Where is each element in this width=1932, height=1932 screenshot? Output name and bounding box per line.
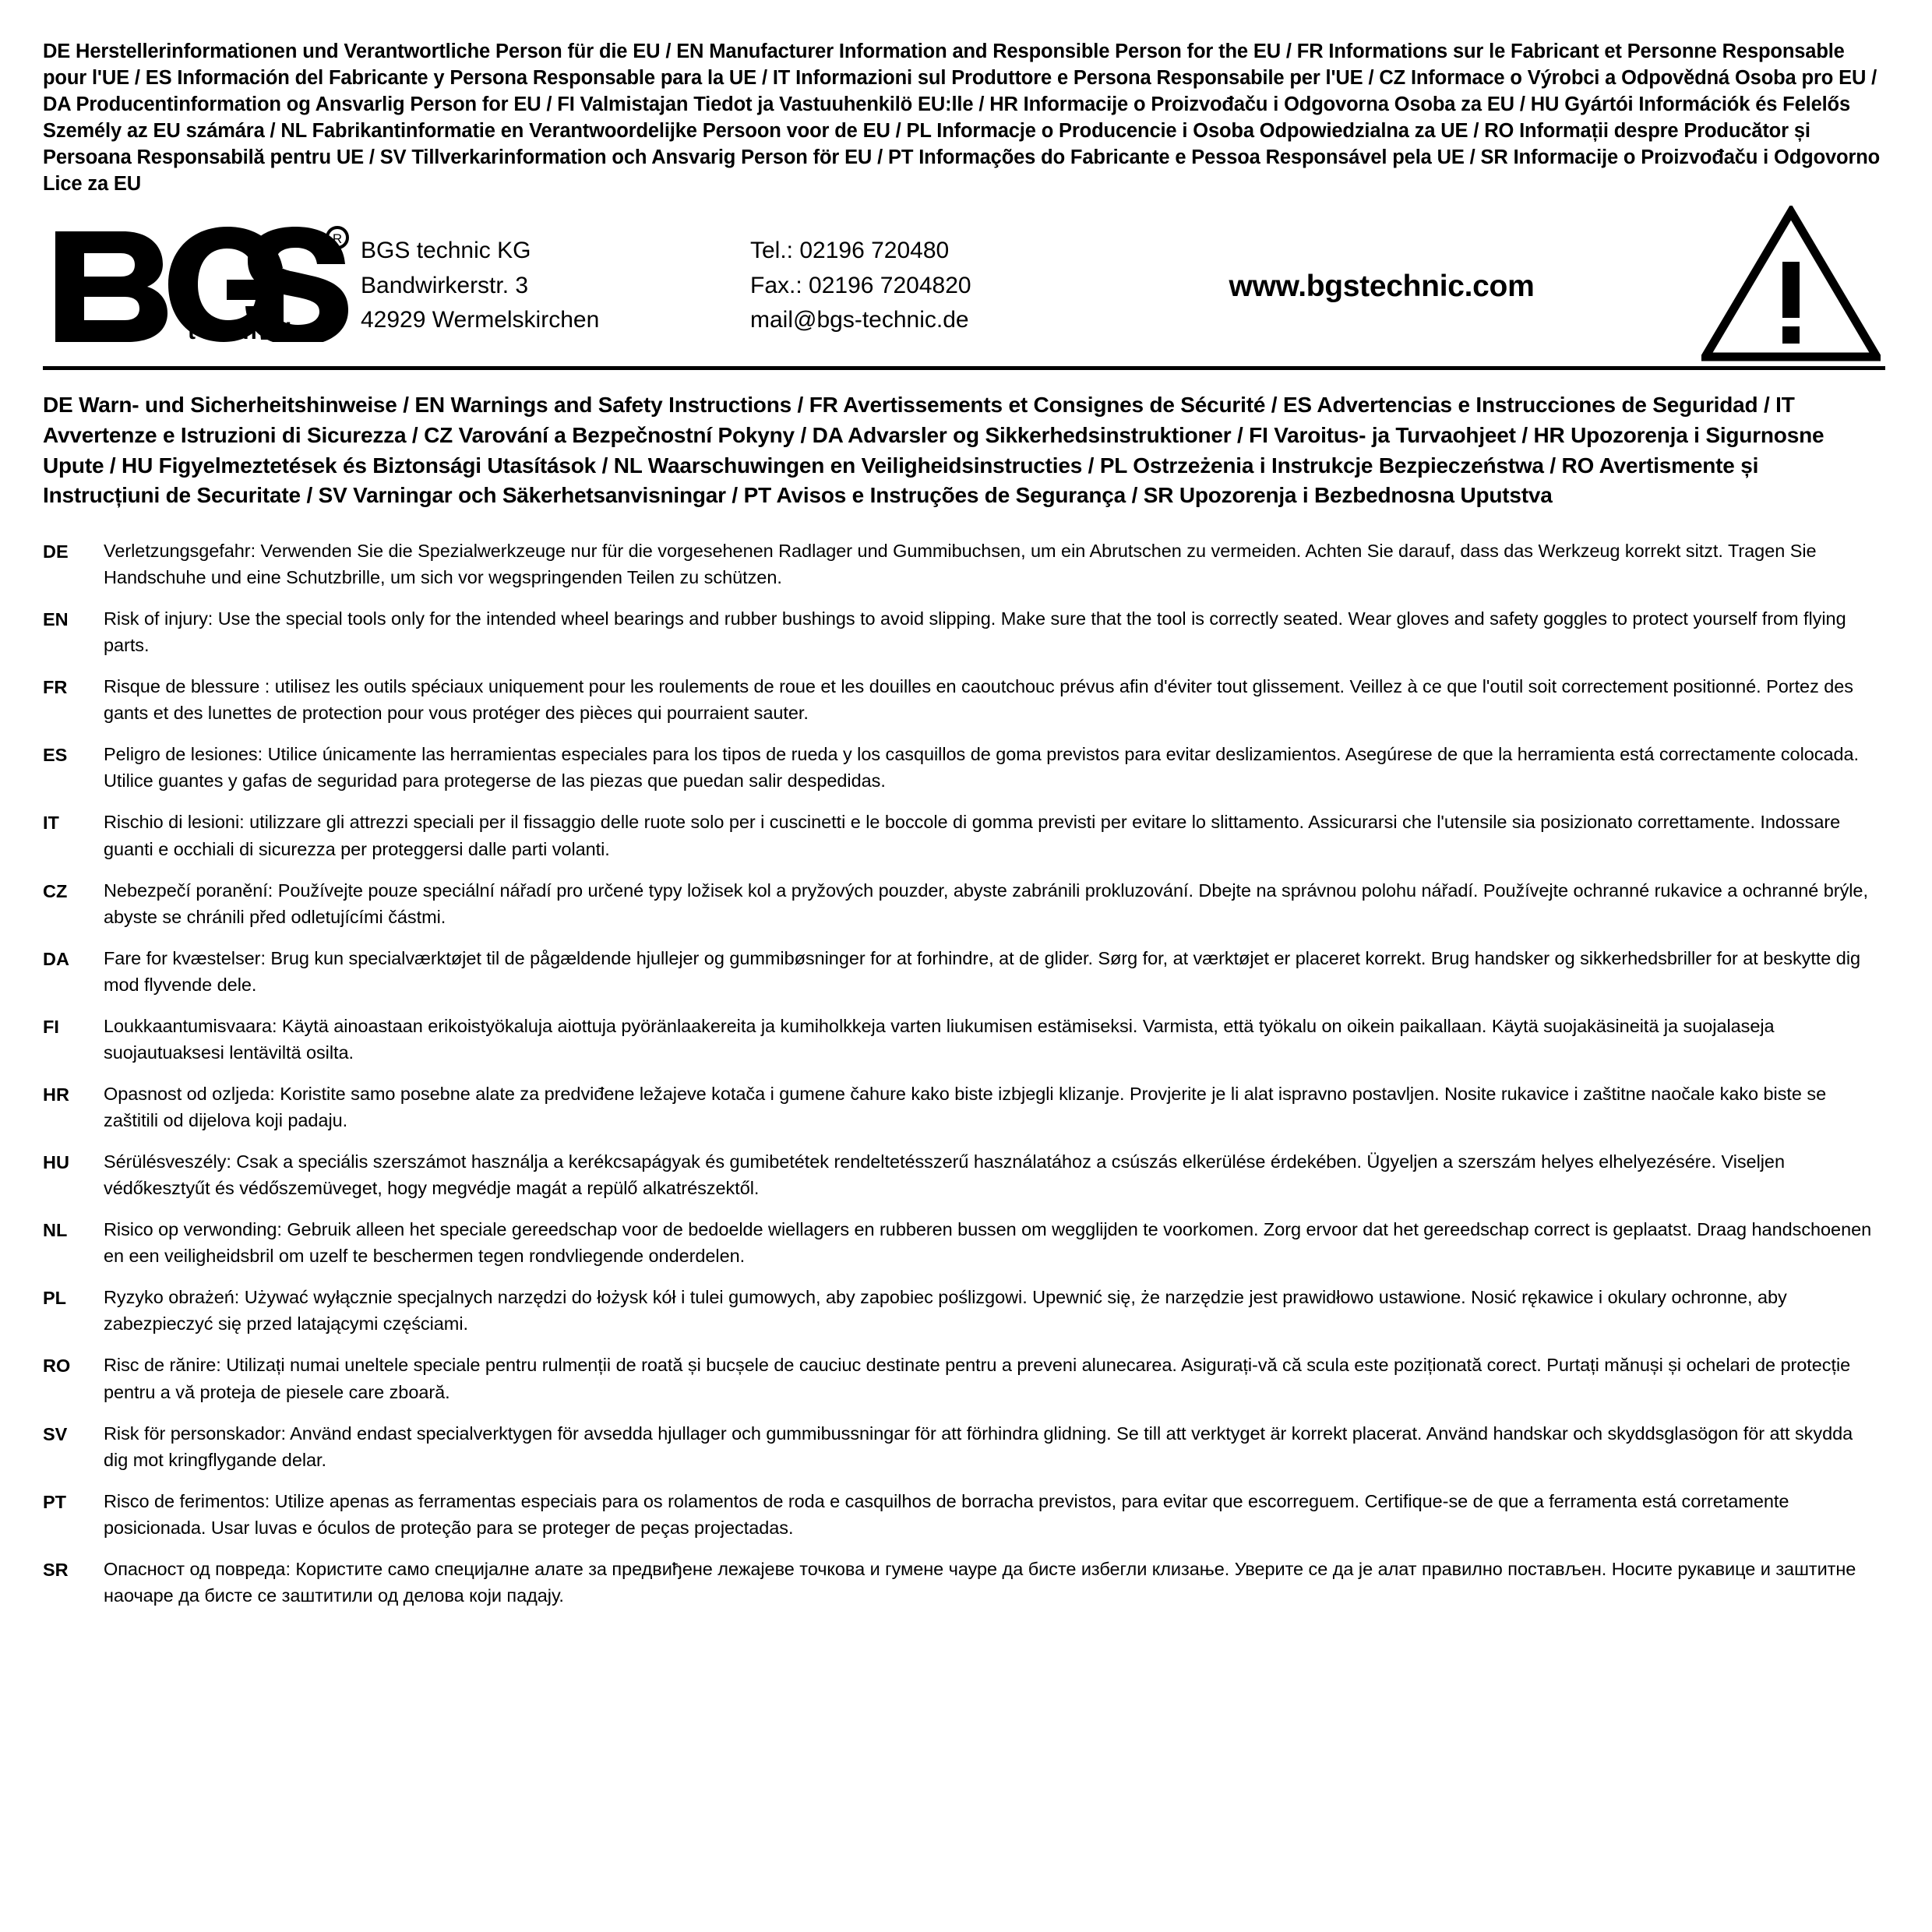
language-code: SR	[43, 1559, 69, 1580]
instruction-text: Sérülésveszély: Csak a speciális szerszámot használja a kerékcsapágyak és gumibetétek rendeltetésszerű használatához a csúszás elkerülése érdekében. Ügyeljen a szerszám helyes elhelyezésére. Viseljen védőkesztyűt és védőszemüveget, hogy megvédje magát a repülő alkatrészektől.	[104, 1151, 1785, 1199]
instruction-row-da	[43, 945, 1885, 998]
instruction-text: Loukkaantumisvaara: Käytä ainoastaan erikoistyökaluja aiottuja pyöränlaakereita ja kumiholkkeja varten liukumisen estämiseksi. Varmista, että työkalu on oikein paikallaan. Käytä suojakäsineitä ja suojalaseja suojautuaksesi lentäviltä osilta.	[104, 1015, 1775, 1063]
instruction-text: Risk för personskador: Använd endast specialverktygen för avsedda hjullager och gummibussningar för att förhindra glidning. Se till att verktyget är korrekt placerat. Använd handskar och skyddsglasögon för att skydda dig mot kringflygande delar.	[104, 1423, 1853, 1470]
instruction-text: Risk of injury: Use the special tools only for the intended wheel bearings and rubber bushings to avoid slipping. Make sure that the tool is correctly seated. Wear gloves and safety goggles to protect yourself from flying parts.	[104, 608, 1846, 656]
language-code: HR	[43, 1084, 69, 1105]
instruction-row-hr	[43, 1081, 1885, 1133]
language-code: FR	[43, 677, 68, 698]
language-code: HU	[43, 1152, 69, 1173]
instruction-row-sr	[43, 1556, 1885, 1609]
instruction-text: Risco de ferimentos: Utilize apenas as ferramentas especiais para os rolamentos de roda e casquilhos de borracha previstos, para evitar que escorreguem. Certifique-se de que a ferramenta está corretamente posicionada. Usar luvas e óculos de proteção para se proteger de peças projectadas.	[104, 1490, 1789, 1538]
language-code: IT	[43, 813, 59, 834]
language-code: RO	[43, 1356, 71, 1377]
instruction-text: Risico op verwonding: Gebruik alleen het speciale gereedschap voor de bedoelde wiellagers en rubberen bussen om wegglijden te voorkomen. Zorg ervoor dat het gereedschap correct is geplaatst. Draag handschoenen en een veiligheidsbril om uzelf te beschermen tegen rondvliegende onderdelen.	[104, 1219, 1872, 1267]
language-code: NL	[43, 1220, 68, 1241]
company-city: 42929 Wermelskirchen	[361, 307, 600, 333]
company-fax: Fax.: 02196 7204820	[750, 272, 971, 298]
language-code: CZ	[43, 880, 68, 901]
language-code: ES	[43, 745, 68, 766]
instruction-text: Risc de rănire: Utilizați numai uneltele speciale pentru rulmenții de roată și bucșele de cauciuc destinate pentru a preveni alunecarea. Asigurați-vă că scula este poziționată corect. Purtați mănuși și ochelari de protecție pentru a vă proteja de piesele care zboară.	[104, 1355, 1851, 1402]
instruction-row-de	[43, 538, 1885, 591]
company-website[interactable]: www.bgstechnic.com	[1229, 269, 1535, 303]
language-code: PL	[43, 1288, 67, 1309]
warning-triangle-icon	[1678, 206, 1885, 361]
instruction-row-ro	[43, 1352, 1885, 1405]
instruction-row-nl	[43, 1216, 1885, 1269]
instruction-text: Opasnost od ozljeda: Koristite samo posebne alate za predviđene ležajeve kotača i gumene čahure kako biste izbjegli klizanje. Provjerite je li alat ispravno postavljen. Nosite rukavice i zaštitne naočale kako biste se zaštitili od dijelova koji padaju.	[104, 1083, 1827, 1130]
language-code: EN	[43, 609, 69, 630]
language-code: PT	[43, 1491, 67, 1512]
instruction-row-pt	[43, 1488, 1885, 1541]
instruction-row-fi	[43, 1013, 1885, 1066]
company-address	[361, 229, 750, 337]
instruction-row-fr	[43, 673, 1885, 726]
instruction-row-en	[43, 605, 1885, 658]
instruction-row-hu	[43, 1148, 1885, 1201]
company-name: BGS technic KG	[361, 238, 531, 264]
company-street: Bandwirkerstr. 3	[361, 272, 529, 298]
company-mail[interactable]: mail@bgs-technic.de	[750, 307, 969, 333]
instruction-text: Nebezpečí poranění: Používejte pouze speciální nářadí pro určené typy ložisek kol a pryžových pouzder, abyste zabránili prokluzování. Dbejte na správnou polohu nářadí. Používejte ochranné rukavice a ochranné brýle, abyste se chránili před odletujícími částmi.	[104, 880, 1868, 927]
language-code: FI	[43, 1016, 59, 1037]
bgs-logo-icon	[49, 225, 353, 342]
instruction-list	[43, 538, 1885, 1609]
page-title: DE Herstellerinformationen und Verantwortliche Person für die EU / EN Manufacturer Information and Responsible Person for the EU / FR Informations sur le Fabricant et Personne Responsable pour l'UE / ES Información del Fabricante y Persona Responsable para la UE / IT Informazioni sul Produttore e Persona Responsabile per l'UE / CZ Informace o Výrobci a Odpovědná Osoba pro EU / DA Producentinformation og Ansvarlig Person for EU / FI Valmistajan Tiedot ja Vastuuhenkilö EU:lle / HR Informacije o Proizvođaču i Odgovorna Osoba za EU / HU Gyártói Információk és Felelős Személy az EU számára / NL Fabrikantinformatie en Verantwoordelijke Persoon voor de EU / PL Informacje o Producencie i Osoba Odpowiedzialna za UE / RO Informații despre Producător și Persoana Responsabilă pentru UE / SV Tillverkarinformation och Ansvarig Person för EU / PT Informações do Fabricante e Pessoa Responsável pela UE / SR Informacije o Proizvođaču i Odgovorno Lice za EU	[43, 41, 1881, 195]
instruction-text: Peligro de lesiones: Utilice únicamente las herramientas especiales para los tipos de rueda y los casquillos de goma previstos para evitar deslizamientos. Asegúrese de que la herramienta está correctamente colocada. Utilice guantes y gafas de seguridad para protegerse de las piezas que puedan salir despedidas.	[104, 744, 1859, 791]
svg-text:technic: technic	[188, 318, 319, 342]
company-tel: Tel.: 02196 720480	[750, 238, 950, 264]
bgs-logo	[43, 225, 361, 342]
warnings-heading: DE Warn- und Sicherheitshinweise / EN Warnings and Safety Instructions / FR Avertissements et Consignes de Sécurité / ES Advertencias e Instrucciones de Seguridad / IT Avvertenze e Istruzioni di Sicurezza / CZ Varování a Bezpečnostní Pokyny / DA Advarsler og Sikkerhedsinstruktioner / FI Varoitus- ja Turvaohjeet / HR Upozorenja i Sigurnosne Upute / HU Figyelmeztetések és Biztonsági Utasítások / NL Waarschuwingen en Veiligheidsinstructies / PL Ostrzeżenia i Instrukcje Bezpieczeństwa / RO Avertismente și Instrucțiuni de Securitate / SV Varningar och Säkerhetsanvisningar / PT Avisos e Instruções de Segurança / SR Upozorenja i Bezbednosna Uputstva	[43, 393, 1824, 508]
language-code: DE	[43, 541, 69, 562]
company-info-band	[43, 214, 1885, 370]
instruction-text: Fare for kvæstelser: Brug kun specialværktøjet til de pågældende hjullejer og gummibøsninger for at forhindre, at de glider. Sørg for, at værktøjet er placeret korrekt. Brug handsker og sikkerhedsbriller for at beskytte dig mod flyvende dele.	[104, 947, 1861, 995]
svg-text:R: R	[332, 231, 343, 246]
language-code: SV	[43, 1423, 68, 1444]
instruction-row-es	[43, 741, 1885, 794]
instruction-text: Verletzungsgefahr: Verwenden Sie die Spezialwerkzeuge nur für die vorgesehenen Radlager und Gummibuchsen, um ein Abrutschen zu vermeiden. Achten Sie darauf, dass das Werkzeug korrekt sitzt. Tragen Sie Handschuhe und eine Schutzbrille, um sich vor wegspringenden Teilen zu schützen.	[104, 540, 1817, 587]
warning-triangle-glyph	[1701, 206, 1881, 361]
instruction-text: Risque de blessure : utilisez les outils spéciaux uniquement pour les roulements de roue et les douilles en caoutchouc prévus afin d'éviter tout glissement. Veillez à ce que l'outil soit correctement positionné. Portez des gants et des lunettes de protection pour vous protéger des pièces qui pourraient sauter.	[104, 676, 1853, 724]
instruction-row-it	[43, 809, 1885, 862]
instruction-row-pl	[43, 1284, 1885, 1337]
instruction-text: Опасност од повреда: Користите само специјалне алате за предвиђене лежајеве точкова и гумене чауре да бисте избегли клизање. Уверите се да је алат правилно постављен. Носите рукавице и заштитне наочаре да бисте се заштитили од делова који падају.	[104, 1558, 1856, 1606]
company-contact	[750, 229, 1116, 337]
instruction-row-cz	[43, 877, 1885, 930]
language-code: DA	[43, 948, 69, 969]
instruction-row-sv	[43, 1420, 1885, 1473]
instruction-text: Ryzyko obrażeń: Używać wyłącznie specjalnych narzędzi do łożysk kół i tulei gumowych, aby zapobiec poślizgowi. Upewnić się, że narzędzie jest prawidłowo ustawione. Nosić rękawice i okulary ochronne, aby zabezpieczyć się przed latającymi częściami.	[104, 1287, 1787, 1334]
instruction-text: Rischio di lesioni: utilizzare gli attrezzi speciali per il fissaggio delle ruote solo per i cuscinetti e le boccole di gomma previsti per evitare lo slittamento. Assicurarsi che l'utensile sia posizionato correttamente. Indossare guanti e occhiali di sicurezza per proteggersi dalle parti volanti.	[104, 812, 1841, 859]
